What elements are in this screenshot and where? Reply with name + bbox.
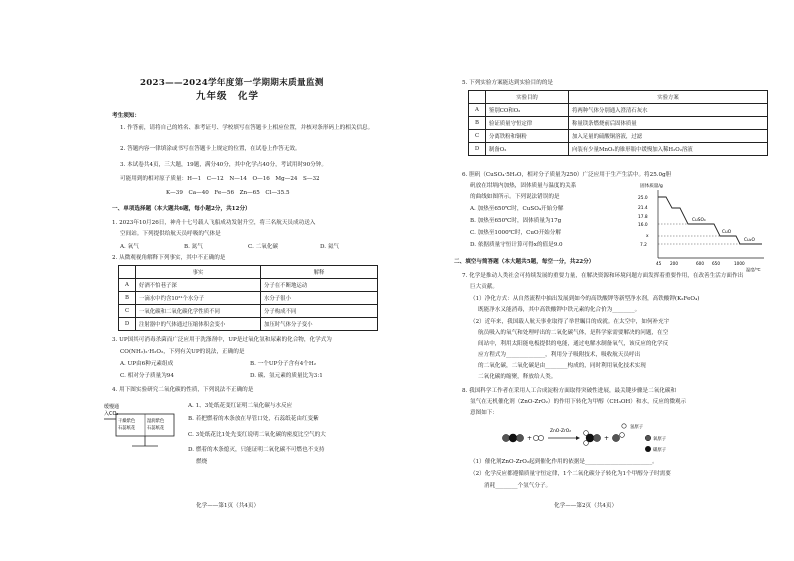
atom-carbon — [509, 434, 517, 442]
figure-label: 缓慢通 — [104, 404, 120, 410]
chart-y-tick: 17.8 — [638, 215, 648, 220]
q7-line-8: 应方程式为______________，利用分子吸附技术，吸收航天员呼出 — [478, 352, 641, 358]
table-cell: B — [119, 292, 136, 305]
chart-mass-curve — [658, 197, 762, 244]
table-cell: 一氧化碳和二氧化碳化学性质不同 — [136, 305, 261, 318]
q4-apparatus-figure — [102, 398, 180, 454]
q1-line-1: 1. 2023年10月26日，神舟十七号载人飞船成功发射升空，将三名航天员成功送入 — [112, 220, 316, 226]
page-1 — [104, 0, 380, 561]
q4-option-a: A. 1、3处纸花变红证明二氧化碳与水反应 — [188, 403, 293, 409]
table-cell: 验证质量守恒定律 — [486, 117, 569, 130]
q3-option-b: B. 一个UP分子含有4个H₂ — [250, 361, 316, 367]
table-cell: 称量镁条燃烧前后固体质量 — [569, 117, 768, 130]
q3-option-a: A. UP由6种元素组成 — [120, 361, 174, 367]
section-1-heading: 一、单项选择题（本大题共6题，每小题2分，共12分） — [112, 206, 251, 212]
atom-hydrogen — [584, 431, 589, 436]
q8-line-3: 意图如下： — [470, 410, 498, 416]
table-cell: A — [119, 279, 136, 292]
q3-option-d: D. 碳、氢元素的质量比为3:1 — [250, 373, 323, 379]
table-row — [119, 305, 378, 318]
reaction-arrowhead — [576, 436, 580, 440]
table-header-cell: 实验方案 — [569, 91, 768, 104]
legend-label: 氢原子 — [630, 425, 644, 430]
table-cell: B — [469, 117, 486, 130]
q3-line-1: 3. UP国其可消毒杀菌而广泛应用于洗涤剂中，UP是过氧化氢和尿素的化合物，化学式为 — [112, 337, 332, 343]
q4-option-c: C. 3处纸花比1处先变红说明二氧化碳的密度比空气的大 — [188, 432, 326, 438]
table-header-cell — [469, 91, 486, 104]
page-1-footer: 化学——第1页（共4页） — [196, 503, 260, 509]
q7-line-1: 7. 化学是推动人类社会可持续发展的重要力量，在解决资源和环境问题方面发挥着重要作用，在改善生活方面作出 — [462, 273, 744, 279]
chart-y-tick: x — [646, 234, 649, 239]
chart-y-tick: 7.2 — [640, 243, 647, 248]
legend-carbon-icon — [645, 446, 651, 452]
figure-label: 石蕊纸花 — [118, 426, 136, 431]
atom-oxygen — [612, 434, 619, 441]
q6-mass-temperature-chart — [636, 180, 770, 272]
atom-oxygen — [502, 434, 509, 441]
page-2-footer: 化学——第2页（共4页） — [554, 503, 618, 509]
chart-y-tick: 25.0 — [638, 196, 648, 201]
atom-hydrogen — [620, 433, 625, 438]
q5-stem: 5. 下列实验方案能达到实验目的的是 — [462, 80, 554, 86]
chart-y-tick: 16.0 — [638, 223, 648, 228]
table-cell: 好酒不怕巷子深 — [136, 279, 261, 292]
table-row — [469, 104, 768, 117]
table-cell: 加入足量的硫酸铜溶液，过滤 — [569, 130, 768, 143]
exam-title: 2023——2024学年度第一学期期末质量监测 — [140, 78, 324, 88]
legend-hydrogen-icon — [622, 424, 626, 428]
chart-x-label: 温度/℃ — [746, 267, 761, 272]
table-row — [469, 117, 768, 130]
table-cell: 制备O₂ — [486, 143, 569, 156]
chart-y-label: 固体质量/g — [640, 184, 663, 189]
q6-option-c: C. 加热至1000℃时，CuO开始分解 — [470, 230, 561, 236]
q7-line-10: 二氧化碳的缩聚，释放给人类。 — [478, 374, 557, 380]
chart-x-tick: 45 — [656, 261, 662, 266]
table-header-row — [119, 266, 378, 279]
page-2 — [442, 0, 772, 561]
q8-line-2: 氢气在无机催化剂（ZnO-ZrO₂）的作用下转化为甲醇（CH₃OH）和水，反应的微观示 — [470, 399, 687, 405]
q6-line-2: 矾放在坩埚内加热，固体质量与温度的关系 — [470, 183, 577, 189]
q4-option-d-cont: 燃烧 — [196, 459, 208, 465]
table-row — [469, 130, 768, 143]
q1-option-c: C. 二氧化碳 — [248, 244, 279, 250]
legend-label: 碳原子 — [653, 448, 667, 453]
q7-line-7: 间站中，利用太阳能电板提供的电能，通过电解水制备氧气，该反应的化学反 — [478, 341, 669, 347]
q7-line-2: 巨大贡献。 — [470, 284, 498, 290]
q8-line-1: 8. 我国科学工作者在采用人工合成淀粉方面取得突破性进展，最关键步骤是二氧化碳和 — [462, 388, 677, 394]
figure-label: 石蕊纸花 — [147, 426, 165, 431]
q6-line-3: 的曲线如图所示。下列说法错误的是 — [470, 194, 560, 200]
table-row — [119, 292, 378, 305]
atom-hydrogen — [533, 435, 538, 440]
table-header-cell — [119, 266, 136, 279]
atom-oxygen — [516, 434, 523, 441]
q7-line-3: （1）净化方式：从自然流程中抽出发展到如今的高铁酸钾等新型净水剂，高铁酸钾(K₂FeO₄) — [470, 296, 700, 302]
legend-label: 氧原子 — [653, 437, 667, 442]
table-cell: 分子在不断地运动 — [261, 279, 378, 292]
table-cell: 注射器中的气体通过压缩体积会变小 — [136, 318, 261, 331]
plus-sign: + — [604, 435, 610, 442]
q4-stem: 4. 用下图实验研究二氧化碳的性质，下列说法不正确的是 — [112, 387, 254, 393]
q6-line-1: 6. 胆矾（CuSO₄·5H₂O，相对分子质量为250）广泛应用于生产生活中。将25.0g胆 — [462, 172, 672, 178]
figure-label: 干燥紫色 — [118, 419, 136, 424]
chart-x-tick: 600 — [696, 261, 704, 266]
section-2-heading: 二、填空与简答题（本大题共5题，每空一分，共22分） — [454, 259, 595, 265]
q7-line-5: （2）近年来，我国载人航天事业取得了举世瞩目的成就。在太空中，如何补充宇 — [470, 319, 670, 325]
atomic-mass-line-2: K—39 Ca—40 Fe—56 Zn—65 Cl—35.5 — [166, 190, 290, 196]
figure-label: 入CO₂ — [104, 411, 119, 417]
q6-option-b: B. 加热至650℃时，固体质量为17g — [470, 218, 562, 224]
chart-curve-label: Cu₂O — [744, 238, 755, 243]
table-cell: 水分子很小 — [261, 292, 378, 305]
table-header-cell: 解释 — [261, 266, 378, 279]
table-cell: 分子构成不同 — [261, 305, 378, 318]
table-cell: D — [469, 143, 486, 156]
atom-hydrogen — [538, 435, 543, 440]
chart-y-tick: 21.4 — [638, 206, 648, 211]
q4-option-d: D. 燃着的木条熄灭，只能证明二氧化碳不可燃也不支持 — [188, 447, 325, 453]
chart-x-tick: 650 — [712, 261, 720, 266]
q8-sub-3: 消耗________个氢气分子。 — [484, 483, 552, 489]
table-header-row — [469, 91, 768, 104]
q7-line-6: 航员吸入的氧气和处理呼出的二氧化碳气体，是科学家需要解决的问题，在空 — [478, 330, 669, 336]
q6-option-d: D. 依据质量守恒计算可得x的值是9.0 — [470, 242, 563, 248]
chart-x-tick: 200 — [670, 261, 678, 266]
q2-stem: 2. 从微观视角解释下列事实，其中不正确的是 — [112, 255, 226, 261]
atomic-mass-line-1: 可能用到的相对原子质量：H—1 C—12 N—14 O—16 Mg—24 S—32 — [120, 176, 320, 182]
atom-hydrogen — [584, 441, 589, 446]
chart-curve-label: CuSO₄ — [692, 218, 706, 223]
q2-table — [118, 265, 378, 331]
q3-line-2: CO(NH₂)₂·H₂O₂，下列有关UP的说法，正确的是 — [120, 349, 245, 355]
table-cell: 鉴别CO和O₂ — [486, 104, 569, 117]
q7-line-4: 既能净水又能消毒，其中高铁酸钾中铁元素的化合价为________。 — [478, 307, 641, 313]
table-cell: 分离铁粉和铜粉 — [486, 130, 569, 143]
table-header-cell: 实验目的 — [486, 91, 569, 104]
q1-option-d: D. 氦气 — [320, 244, 340, 250]
table-cell: D — [119, 318, 136, 331]
table-cell: 将两种气体分别通入澄清石灰水 — [569, 104, 768, 117]
q3-option-c: C. 相对分子质量为94 — [120, 373, 174, 379]
q4-option-b: B. 若把燃着的木条放在导管口处，石蕊纸花由红变紫 — [188, 416, 319, 422]
table-cell: 一滴水中约含10²¹个水分子 — [136, 292, 261, 305]
chart-x-tick: 1000 — [734, 261, 745, 266]
q5-table — [468, 90, 768, 156]
atom-oxygen — [593, 434, 600, 441]
q8-reaction-diagram — [498, 418, 678, 456]
table-cell: C — [469, 130, 486, 143]
legend-oxygen-icon — [645, 435, 651, 441]
table-row — [119, 318, 378, 331]
q7-line-9: 的二氧化碳，二氧化碳是由________构成的，同时利用氧化技术实现 — [478, 363, 646, 369]
q8-sub-2: （2）化学反应都遵循质量守恒定律，1个二氧化碳分子转化为1个甲醇分子时需要 — [470, 471, 671, 477]
notice-2: 2. 答题内容一律填涂或书写在答题卡上规定的位置，在试卷上作答无效。 — [120, 146, 301, 152]
q6-option-a: A. 加热至650℃时，CuSO₄开始分解 — [470, 206, 564, 212]
table-header-cell: 事实 — [136, 266, 261, 279]
q1-line-2: 空间站。下列提供给航天员呼吸的气体是 — [120, 231, 221, 237]
table-cell: 加压时气体分子变小 — [261, 318, 378, 331]
figure-label: 湿润紫色 — [147, 419, 165, 424]
notice-1: 1. 作答前，请将自己的姓名、准考证号、学校填写在答题卡上相应位置，并核对条形码上的相关信息。 — [120, 125, 374, 131]
table-row — [469, 143, 768, 156]
q8-sub-1: （1）催化剂ZnO-ZrO₂起到催化作用的依据是________________________。 — [470, 459, 658, 465]
q1-option-b: B. 氮气 — [184, 244, 203, 250]
q1-option-a: A. 氧气 — [120, 244, 139, 250]
table-cell: 向装有少量MnO₂的锥形瓶中缓慢加入稀H₂O₂溶液 — [569, 143, 768, 156]
table-cell: C — [119, 305, 136, 318]
plus-sign: + — [527, 435, 533, 442]
notice-heading: 考生须知： — [112, 113, 140, 119]
notice-3: 3. 本试卷共4页，三大题，19题，满分40分，其中化学占40分，考试用时90分钟。 — [120, 162, 327, 168]
table-row — [119, 279, 378, 292]
catalyst-label: ZnO-ZrO₂ — [550, 429, 571, 434]
chart-curve-label: CuO — [722, 230, 732, 235]
exam-subtitle: 九年级 化学 — [196, 91, 260, 102]
table-cell: A — [469, 104, 486, 117]
